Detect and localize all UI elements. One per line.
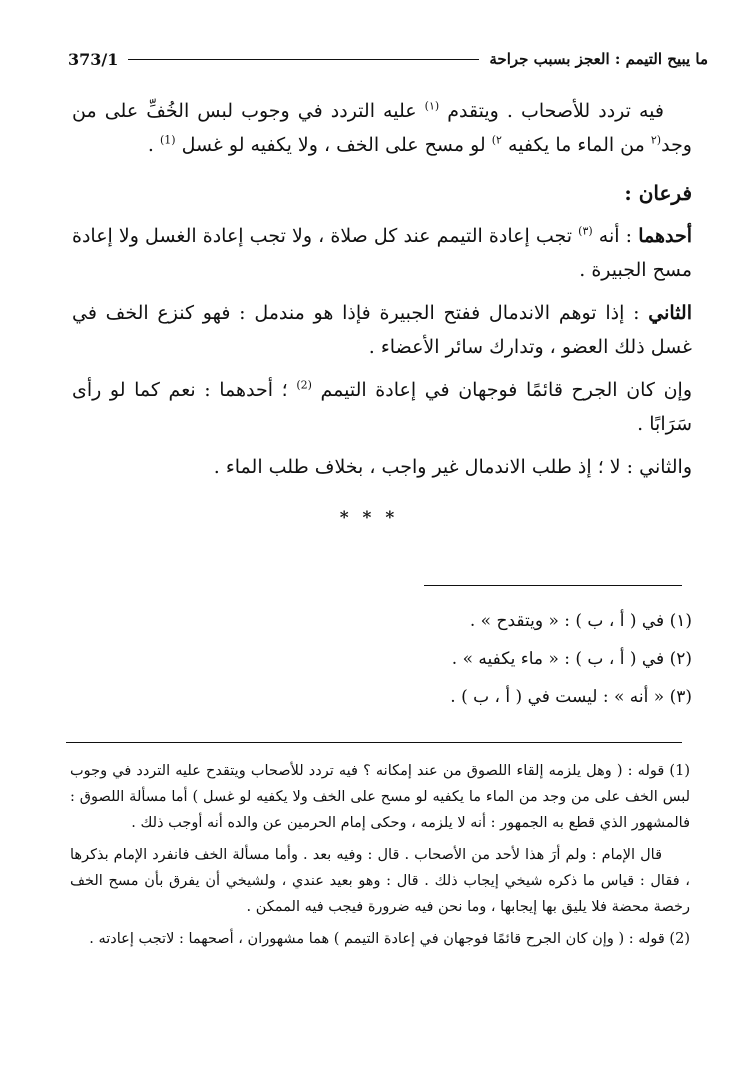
commentary-note-1: (1) قوله : ( وهل يلزمه إلقاء اللصوق من عند إمكانه ؟ فيه تردد للأصحاب ويتقدح عليه التردد في وجوب لبس الخف على من وجد من الماء ما يكفيه لو مسح على الخف ولا يكفيه لو غسل ) أما مسألة اللصوق : فالمشهور الذي قطع به الجمهور : أنه لا يلزمه ، وحكى إمام الحرمين عن والده أنه أوجب ذلك . <box>70 763 690 831</box>
variant-note: (٣) « أنه » : ليست في ( أ ، ب ) . <box>450 687 692 707</box>
footnote-ref: (٢ <box>650 133 662 147</box>
third-text-b: ؛ أحدهما : نعم كما لو رأى سَرَابًا . <box>72 379 692 435</box>
manuscript-variants <box>72 602 692 716</box>
paragraph-second <box>72 296 692 364</box>
second-lead: الثاني <box>648 302 692 324</box>
paragraph-first <box>72 219 692 287</box>
commentary-note-1-continued: قال الإمام : ولم أرَ هذا لأحد من الأصحاب . قال : وفيه بعد . وأما مسألة الخف فانفرد الإمام بذكرها ، فقال : قياس ما ذكره شيخي إيجاب ذلك . قال : وهو بعيد عندي ، ولشيخي أن يفرق بأن مسح الخف رخصة محضة فلا يليق بها إيجابها ، وما نحن فيه ضرورة فيجب فيه الممكن . <box>70 847 690 915</box>
page-number: 373/1 <box>68 49 119 69</box>
footnote-ref: (١) <box>424 99 440 113</box>
paragraph-third <box>72 373 692 441</box>
header-rule <box>128 59 479 60</box>
variants-rule <box>424 585 682 586</box>
para1-text-a: فيه تردد للأصحاب . ويتقدم <box>439 100 664 122</box>
first-text-b: تجب إعادة التيمم عند كل صلاة ، ولا تجب إعادة الغسل ولا إعادة مسح الجبيرة . <box>72 225 692 281</box>
footnote-ref: (1) <box>159 133 176 147</box>
footnote-ref: (٣) <box>578 224 593 238</box>
para1-end: . <box>147 134 160 156</box>
variant-note: (١) في ( أ ، ب ) : « ويتقدح » . <box>469 611 692 631</box>
second-text: : إذا توهم الاندمال ففتح الجبيرة فإذا هو مندمل : فهو كنزع الخف في غسل ذلك العضو ، وتدارك سائر الأعضاء . <box>72 302 692 358</box>
para1-text-c: من الماء ما يكفيه <box>501 134 651 156</box>
para1-text-b: عليه التردد في وجوب لبس الخُفِّ على من وجد <box>72 100 692 156</box>
commentary-rule <box>66 742 682 743</box>
para1-text-d: لو مسح على الخف ، ولا يكفيه لو غسل <box>175 134 492 156</box>
main-text <box>72 94 692 493</box>
section-heading: فرعان : <box>624 181 692 205</box>
footnote-ref: (2) <box>296 378 312 392</box>
variant-note: (٢) في ( أ ، ب ) : « ماء يكفيه » . <box>451 649 692 669</box>
footnote-ref: ٢) <box>491 133 502 147</box>
paragraph-fourth: والثاني : لا ؛ إذ طلب الاندمال غير واجب ، بخلاف طلب الماء . <box>213 456 692 478</box>
paragraph-1 <box>72 94 692 162</box>
commentary-note-2: (2) قوله : ( وإن كان الجرح قائمًا فوجهان في إعادة التيمم ) هما مشهوران ، أصحهما : لاتجب إعادته . <box>89 931 690 947</box>
first-lead: أحدهما <box>638 225 692 247</box>
header-title: ما يبيح التيمم : العجز بسبب جراحة <box>489 50 708 68</box>
running-header <box>68 46 708 72</box>
section-separator: * * * <box>339 508 399 528</box>
commentary-notes <box>70 758 690 958</box>
first-text-a: : أنه <box>592 225 639 247</box>
third-text-a: وإن كان الجرح قائمًا فوجهان في إعادة التيمم <box>311 379 692 401</box>
